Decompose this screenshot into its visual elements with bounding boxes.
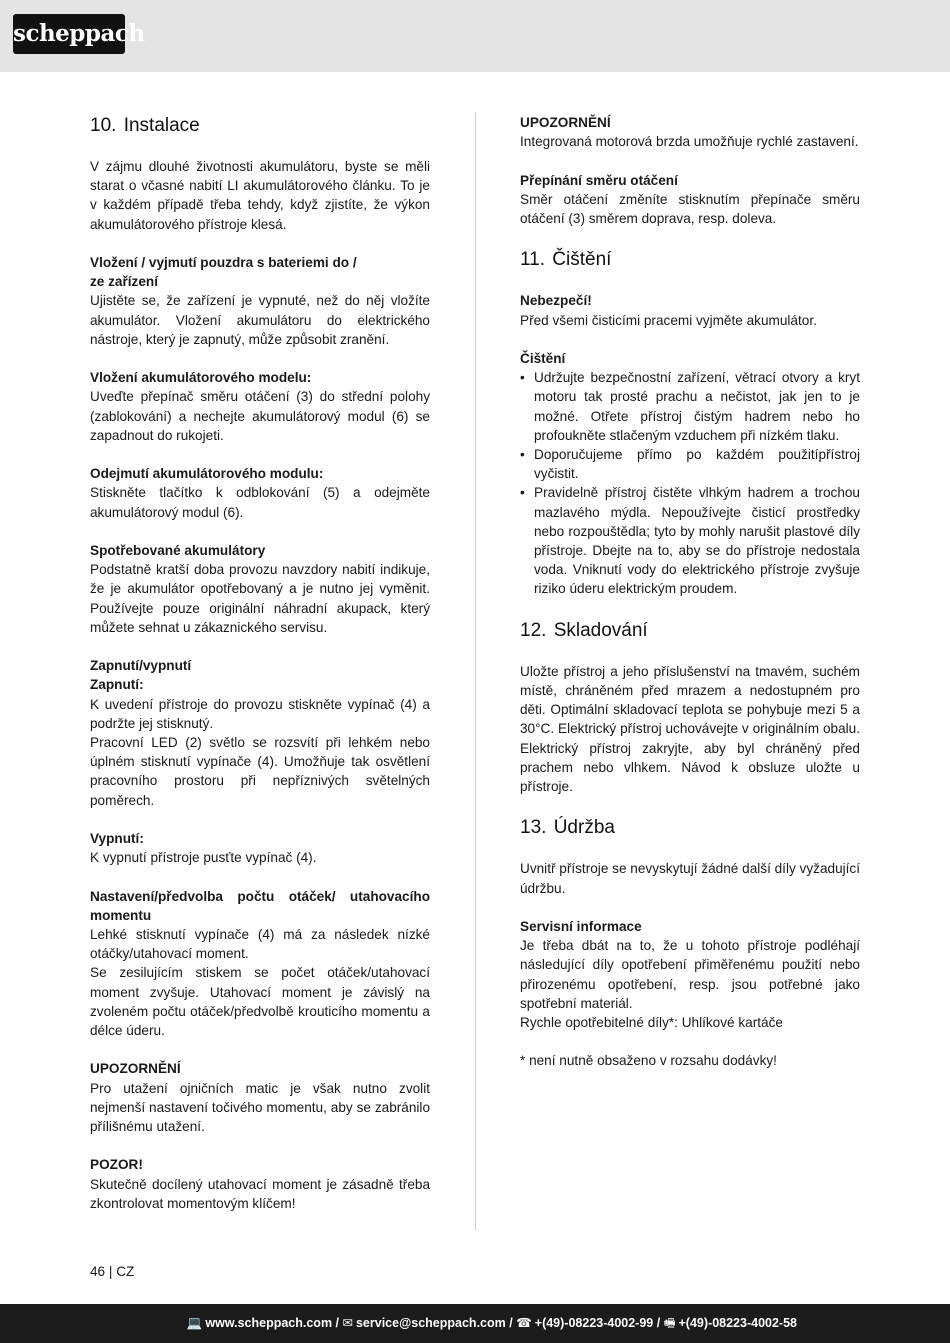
storage-text: Uložte přístroj a jeho příslušenství na tmavém, suchém místě, chráněném před mrazem a nedostupném pro děti. Optimální skladovací teplota se pohybuje mezi 5 a 30°C. Elektrický přístroj uchovávejte v originálním obalu. Elektrický přístroj zakryjte, aby byl chráněný před prachem nebo vlhkem. Návod k obsluze uložte u přístroje.	[520, 663, 860, 795]
worn-battery-block: Spotřebované akumulátory Podstatně kratší doba provozu navzdory nabití indikuje, že je akumulátor opotřebovaný a je nutno jej vyměnit. Používejte pouze originální náhradní akupack, který můžete sehnat u zákaznického servisu.	[90, 543, 430, 635]
service-info-block: Servisní informace Je třeba dbát na to, že u tohoto přístroje podléhají následující díly opotřebení přiměřenému použití nebo přirozenému opotřebení, resp. jsou potřebné jako spotřební materiál. Rychle opotřebitelné díly*: Uhlíkové kartáče	[520, 919, 860, 1031]
cleaning-block	[520, 349, 860, 599]
cleaning-list	[520, 368, 860, 598]
right-warning-block: UPOZORNĚNÍ Integrovaná motorová brzda umožňuje rychlé zastavení.	[520, 115, 859, 150]
page-footer	[0, 1304, 950, 1343]
list-item: • Udržujte bezpečnostní zařízení, větrací otvory a kryt motoru tak prosté prachu a nečistot, jak jen to je možné. Otřete přístroj čistým hadrem nebo ho profoukněte stlačeným vzduchem při nízkém tlaku.	[520, 368, 860, 445]
right-column	[520, 113, 860, 1090]
page-number: 46 | CZ	[90, 1264, 135, 1279]
section-12-heading: 12. Skladování	[520, 619, 648, 641]
danger-block: Nebezpečí! Před všemi čisticími pracemi vyjměte akumulátor.	[520, 293, 817, 328]
insert-battery-heading-1: Vložení / vyjmutí pouzdra s bateriemi do /	[90, 255, 357, 270]
insert-battery-heading-2: ze zařízení	[90, 274, 158, 290]
insert-battery-text: Ujistěte se, že zařízení je vypnuté, než do něj vložíte akumulátor. Vložení akumulátoru do elektrického nástroje, který je zapnutý, může způsobit zranění.	[90, 293, 430, 347]
delivery-note: * není nutně obsaženo v rozsahu dodávky!	[520, 1053, 777, 1069]
column-divider	[475, 113, 476, 1230]
section-11-heading: 11. Čištění	[520, 249, 612, 271]
section-10-heading: 10. Instalace	[90, 115, 200, 136]
direction-block: Přepínání směru otáčení Směr otáčení změníte stisknutím přepínače směru otáčení (3) směrem doprava, resp. doleva.	[520, 172, 860, 226]
fax-icon: 🖷	[663, 1316, 676, 1330]
left-warning-block: UPOZORNĚNÍ Pro utažení ojničních matic je však nutno zvolit nejmenší nastavení točivého momentu, aby se zabránilo přílišnému utažení.	[90, 1061, 430, 1135]
footer-mail-link[interactable]: service@scheppach.com /	[355, 1316, 513, 1330]
left-column	[90, 113, 430, 1232]
speed-preset-block: Nastavení/předvolba počtu otáček/ utahovacího momentu Lehké stisknutí vypínače (4) má za následek nízké otáčky/utahovací moment. Se zesilujícím stiskem se počet otáček/utahovací moment zvyšuje. Utahovací moment je závislý na zvoleném počtu otáček/předvolbě krouticího momentu a délce úderu.	[90, 888, 430, 1039]
remove-module-block: Odejmutí akumulátorového modulu: Stiskněte tlačítko k odblokování (5) a odejměte akumulátorový modul (6).	[90, 466, 430, 520]
switch-off-block: Vypnutí: K vypnutí přístroje pusťte vypínač (4).	[90, 831, 317, 866]
page-header	[0, 0, 950, 72]
mail-icon: ✉	[342, 1316, 353, 1330]
footer-fax: +(49)-08223-4002-58	[678, 1316, 797, 1330]
phone-icon: ☎	[516, 1316, 532, 1330]
list-item: • Pravidelně přístroj čistěte vlhkým hadrem a trochou mazlavého mýdla. Nepoužívejte čisticí prostředky nebo rozpouštědla; tyto by mohly narušit plastové díly přístroje. Dbejte na to, aby se do přístroje nedostala voda. Vniknutí vody do elektrického přístroje zvyšuje riziko úderu elektrickým proudem.	[520, 483, 860, 598]
insert-model-block: Vložení akumulátorového modelu: Uveďte přepínač směru otáčení (3) do střední polohy (zablokování) a nechejte akumulátorový modul (6) se zapadnout do rukojeti.	[90, 370, 430, 443]
section-10-intro: V zájmu dlouhé životnosti akumulátoru, byste se měli starat o včasné nabití LI akumulátorového článku. To je v každém případě třeba tehdy, když zjistíte, že výkon akumulátorového přístroje klesá.	[90, 159, 430, 232]
on-off-block: Zapnutí/vypnutí Zapnutí: K uvedení přístroje do provozu stiskněte vypínač (4) a podržte jej stisknutý. Pracovní LED (2) světlo se rozsvítí při lehkém nebo úplném stisknutí vypínače (4). Umožňuje tak osvětlení pracovního prostoru při nepříznivých světelných poměrech.	[90, 658, 430, 808]
footer-web-link[interactable]: www.scheppach.com /	[205, 1316, 340, 1330]
scheppach-logo: scheppach	[13, 14, 125, 54]
caution-block: POZOR! Skutečně docílený utahovací moment je zásadně třeba zkontrolovat momentovým klíčem!	[90, 1157, 430, 1211]
section-13-heading: 13. Údržba	[520, 817, 615, 839]
footer-phone: +(49)-08223-4002-99 /	[534, 1316, 661, 1330]
maintenance-text: Uvnitř přístroje se nevyskytují žádné další díly vyžadující údržbu.	[520, 861, 860, 896]
computer-icon: 💻	[186, 1316, 203, 1330]
insert-battery-block	[90, 253, 430, 349]
list-item: • Doporučujeme přímo po každém použitípřístroj vyčistit.	[520, 445, 860, 483]
cleaning-heading: Čištění	[520, 350, 566, 366]
